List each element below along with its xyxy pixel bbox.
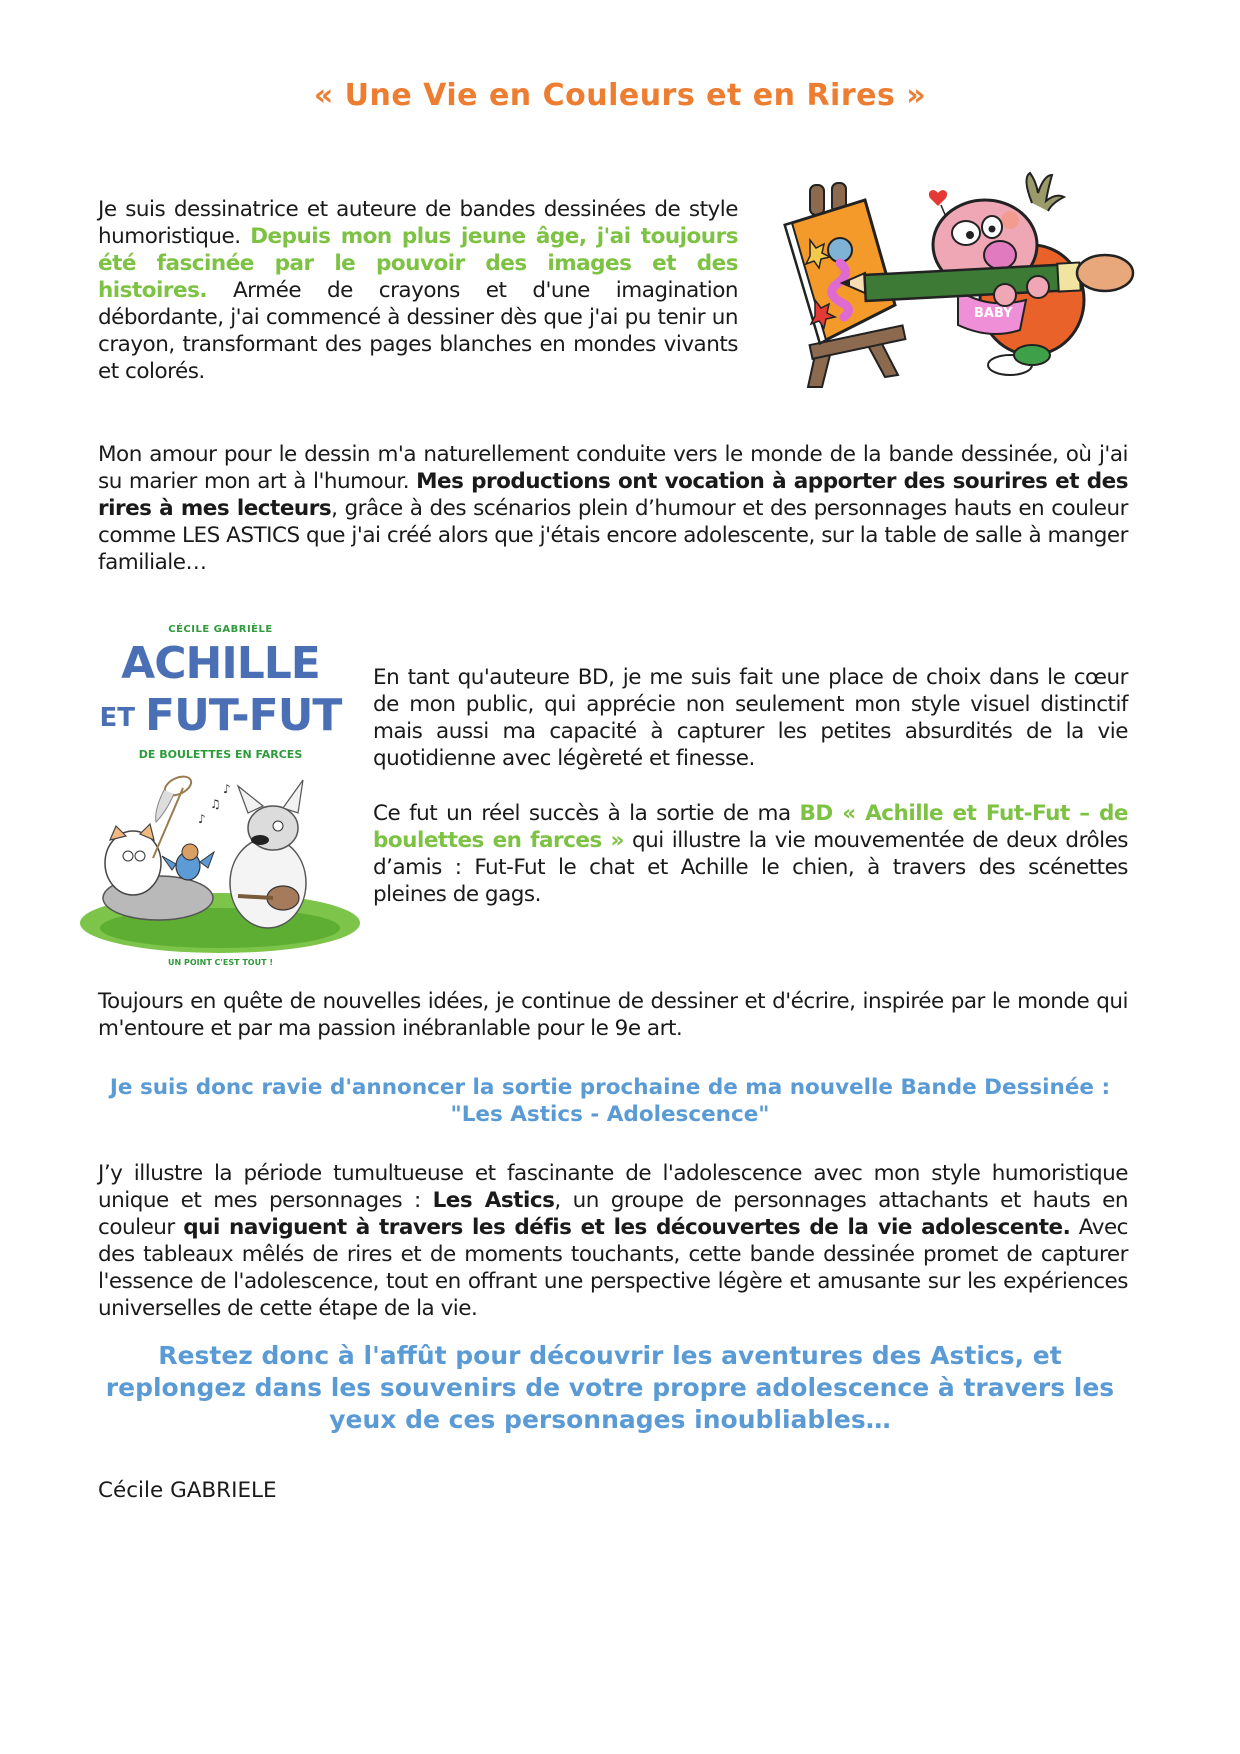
page-title: « Une Vie en Couleurs et en Rires » [313,78,927,113]
success-text-2: qui illustre la vie mouvementée de deux drôles d’amis : Fut-Fut le chat et Achille le chien, à travers des scénettes pleines de gags. [373,828,1128,907]
cover-title-line1: ACHILLE [121,638,320,689]
cover-subtitle: DE BOULETTES EN FARCES [138,748,303,761]
cover-title-line2 [78,690,363,741]
announcement-line2: "Les Astics - Adolescence" [450,1102,770,1127]
baby-painter-icon [770,165,1140,400]
intro-paragraph [98,196,738,385]
announcement [90,1074,1130,1128]
astics-text-3: Avec des tableaux mêlés de rires et de moments touchants, cette bande dessinée promet de capturer l'essence de l'adolescence, tout en offrant une perspective légère et amusante sur les expériences universelles de cette étape de la vie. [98,1215,1129,1321]
success-text-1: Ce fut un réel succès à la sortie de ma [373,801,800,826]
cat-dog-bird-icon [78,768,363,953]
svg-text:BABY: BABY [974,306,1013,321]
svg-text:♪: ♪ [198,812,206,826]
svg-text:♪: ♪ [223,782,231,796]
closing-callout [90,1340,1130,1436]
baby-painter-illustration [770,165,1140,400]
quest-text: Toujours en quête de nouvelles idées, je continue de dessiner et d'écrire, inspirée par le monde qui m'entoure et par ma passion inébranlable pour le 9e art. [98,989,1128,1041]
closing-text: Restez donc à l'affût pour découvrir les aventures des Astics, et replongez dans les souvenirs de votre propre adolescence à travers les yeux de ces personnages inoubliables… [105,1341,1115,1434]
astics-text-2: , un groupe de personnages attachants et hauts en couleur [98,1188,1128,1240]
cover-illustration [78,768,363,953]
intro-text-2: Armée de crayons et d'une imagination débordante, j'ai commencé à dessiner dès que j'ai pu tenir un crayon, transformant des pages blanches en mondes vivants et colorés. [98,278,738,384]
intro-highlight: Depuis mon plus jeune âge, j'ai toujours été fascinée par le pouvoir des images et des histoires. [98,224,738,303]
astics-text-1: J’y illustre la période tumultueuse et fascinante de l'adolescence avec mon style humoristique unique et mes personnages : [98,1161,1128,1213]
astics-bold-2: qui naviguent à travers les défis et les découvertes de la vie adolescente. [183,1215,1071,1240]
cover-publisher: UN POINT C'EST TOUT ! [168,958,273,967]
quest-paragraph [98,988,1128,1042]
author-bd-paragraph [373,664,1128,772]
book-cover-achille-et-fut-fut [78,608,363,973]
cover-title-futfut: FUT-FUT [145,690,342,741]
love-text-1: Mon amour pour le dessin m'a naturellement conduite vers le monde de la bande dessinée, où j'ai su marier mon art à l'humour. [98,442,1128,494]
intro-text-1: Je suis dessinatrice et auteure de bandes dessinées de style humoristique. [98,197,738,249]
success-highlight: BD « Achille et Fut-Fut – de boulettes en farces » [373,801,1128,853]
success-paragraph [373,800,1128,908]
cover-author: CÉCILE GABRIÈLE [168,624,273,635]
astics-paragraph [98,1160,1128,1322]
astics-bold-1: Les Astics [432,1188,555,1213]
love-paragraph [98,441,1128,576]
author-bd-text: En tant qu'auteure BD, je me suis fait une place de choix dans le cœur de mon public, qui apprécie non seulement mon style visuel distinctif mais aussi ma capacité à capturer les petites absurdités de la vie quotidienne avec légèreté et finesse. [373,665,1128,771]
love-bold: Mes productions ont vocation à apporter des sourires et des rires à mes lecteurs [98,469,1128,521]
announcement-line1: Je suis donc ravie d'annoncer la sortie prochaine de ma nouvelle Bande Dessinée : [109,1075,1111,1100]
cover-title-et: ET [99,703,136,733]
svg-text:♫: ♫ [210,797,221,811]
signature: Cécile GABRIELE [98,1478,277,1503]
love-text-2: , grâce à des scénarios plein d’humour et des personnages hauts en couleur comme LES ASTICS que j'ai créé alors que j'étais encore adolescente, sur la table de salle à manger familiale… [98,496,1128,575]
